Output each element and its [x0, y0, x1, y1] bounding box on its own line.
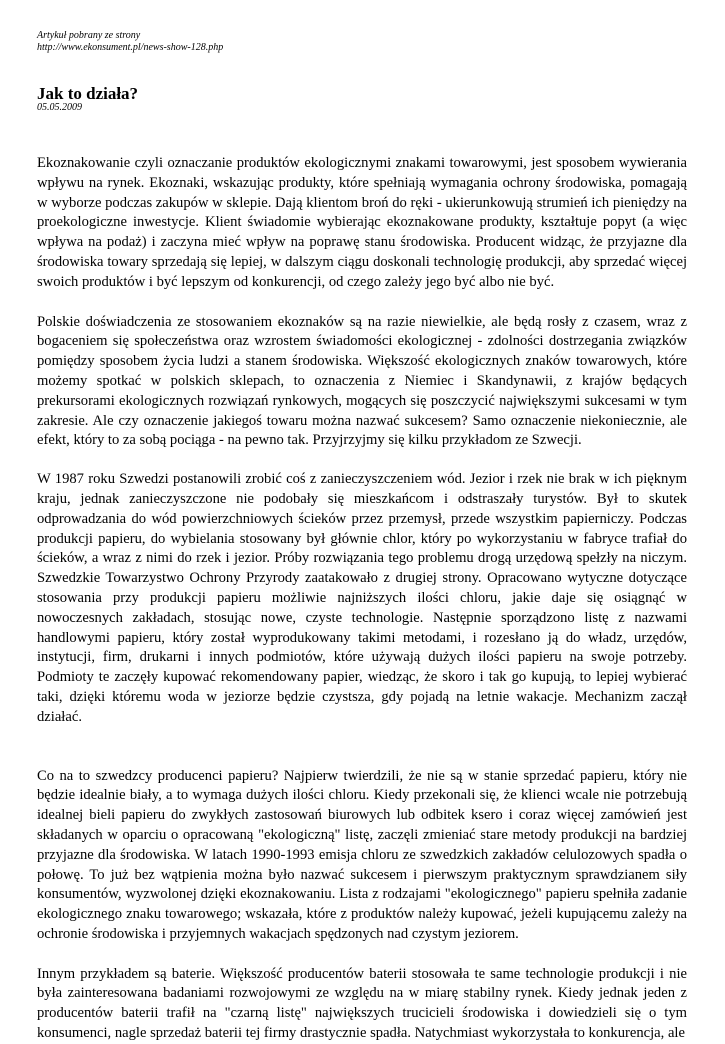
source-url: http://www.ekonsument.pl/news-show-128.php: [37, 42, 224, 53]
source-info: [37, 30, 223, 54]
paragraph-1: Ekoznakowanie czyli oznaczanie produktów ekologicznymi znakami towarowymi, jest sposobem wywierania wpływu na rynek. Ekoznaki, wskazując produkty, które spełniają wymagania ochrony środowiska, pomagają w wyborze podczas zakupów w sklepie. Dają klientom broń do ręki - ukierunkowują strumień ich pieniędzy na proekologiczne inwestycje. Klient świadomie wybierając ekoznakowane produkty, kształtuje popyt (a więc wpływa na podaż) i zaczyna mieć wpływ na poprawę stanu środowiska. Producent widząc, że przyjazne dla środowiska towary sprzedają się lepiej, w dalszym ciągu doskonali technologię produkcji, aby sprzedać więcej swoich produktów i być lepszym od konkurencji, od czego zależy jego być albo nie być.: [37, 155, 687, 290]
source-label: Artykuł pobrany ze strony: [37, 30, 141, 41]
article-title: Jak to działa?: [37, 84, 139, 103]
paragraph-5: Innym przykładem są baterie. Większość producentów baterii stosowała te same technologie produkcji i nie była zainteresowana badaniami rozwojowymi ze względu na w miarę stabilny rynek. Kiedy jednak jeden z producentów baterii trafił na "czarną listę" największych trucicieli środowiska i dowiedzieli się o tym konsumenci, nagle sprzedaż baterii tej firmy drastycznie spadła. Natychmiast wykorzystała to konkurencja, ale: [37, 965, 687, 1042]
paragraph-3: W 1987 roku Szwedzi postanowili zrobić coś z zanieczyszczeniem wód. Jezior i rzek nie brak w ich pięknym kraju, jednak zanieczyszczone nie podobały się mieszkańcom i odstraszały turystów. Był to skutek odprowadzania do wód powierzchniowych ścieków przez przemysł, przede wszystkim papierniczy. Podczas produkcji papieru, do wybielania stosowany był głównie chlor, który po wykorzystaniu w fabryce trafiał do ścieków, a wraz z nimi do rzek i jezior. Próby rozwiązania tego problemu drogą urzędową spełzły na niczym. Szwedzkie Towarzystwo Ochrony Przyrody zaatakowało z drugiej strony. Opracowano wytyczne dotyczące stosowania przy produkcji papieru możliwie najniższych ilości chloru, jakie daje się osiągnąć w nowoczesnych zakładach, stosując nowe, czyste technologie. Następnie sporządzono listę z nazwami handlowymi papieru, który został wyprodukowany takimi metodami, i rozesłano ją do władz, urzędów, instytucji, firm, drukarni i innych podmiotów, które używają dużych ilości papieru na swoje potrzeby. Podmioty te zaczęły kupować rekomendowany papier, wiedząc, że skoro i tak go kupują, to lepiej wybierać taki, dzięki któremu woda w jeziorze będzie czystsza, gdy pojadą na letnie wakacje. Mechanizm zaczął działać.: [37, 471, 687, 725]
article-date: 05.05.2009: [37, 102, 82, 113]
paragraph-4: Co na to szwedzcy producenci papieru? Najpierw twierdzili, że nie są w stanie sprzedać papieru, który nie będzie idealnie biały, a to wymaga dużych ilości chloru. Kiedy przekonali się, że klienci wcale nie potrzebują idealnej bieli papieru do zwykłych zastosowań biurowych lub odbitek ksero i coraz więcej zamówień jest składanych w oparciu o opracowaną "ekologiczną" listę, zaczęli zmieniać stare metody produkcji na bardziej przyjazne dla środowiska. W latach 1990-1993 emisja chloru ze szwedzkich zakładów celulozowych spadła o połowę. To już bez wątpienia można było nazwać sukcesem i pierwszym praktycznym sprawdzianem siły konsumentów, wyzwolonej dzięki ekoznakowaniu. Lista z rodzajami "ekologicznego" papieru spełniła zadanie ekologicznego znaku towarowego; wskazała, które z produktów należy kupować, jeżeli kupującemu zależy na ochronie środowiska i przyjemnych wakacjach spędzonych nad czystym jeziorem.: [37, 767, 687, 942]
paragraph-2: Polskie doświadczenia ze stosowaniem ekoznaków są na razie niewielkie, ale będą rosły z czasem, wraz z bogaceniem się społeczeństwa oraz wzrostem świadomości ekologicznej - zdolności dostrzegania związków pomiędzy sposobem życia ludzi a stanem środowiska. Większość ekologicznych znaków towarowych, które możemy spotkać w polskich sklepach, to oznaczenia z Niemiec i Skandynawii, z krajów będących prekursorami ekologicznych rozwiązań rynkowych, mogących się poszczycić największymi sukcesami w tym zakresie. Ale czy oznaczenie jakiegoś towaru można nazwać sukcesem? Samo oznaczenie niekoniecznie, ale efekt, który to za sobą pociąga - na pewno tak. Przyjrzyjmy się kilku przykładom ze Szwecji.: [37, 313, 687, 449]
article-body: [37, 154, 687, 1044]
